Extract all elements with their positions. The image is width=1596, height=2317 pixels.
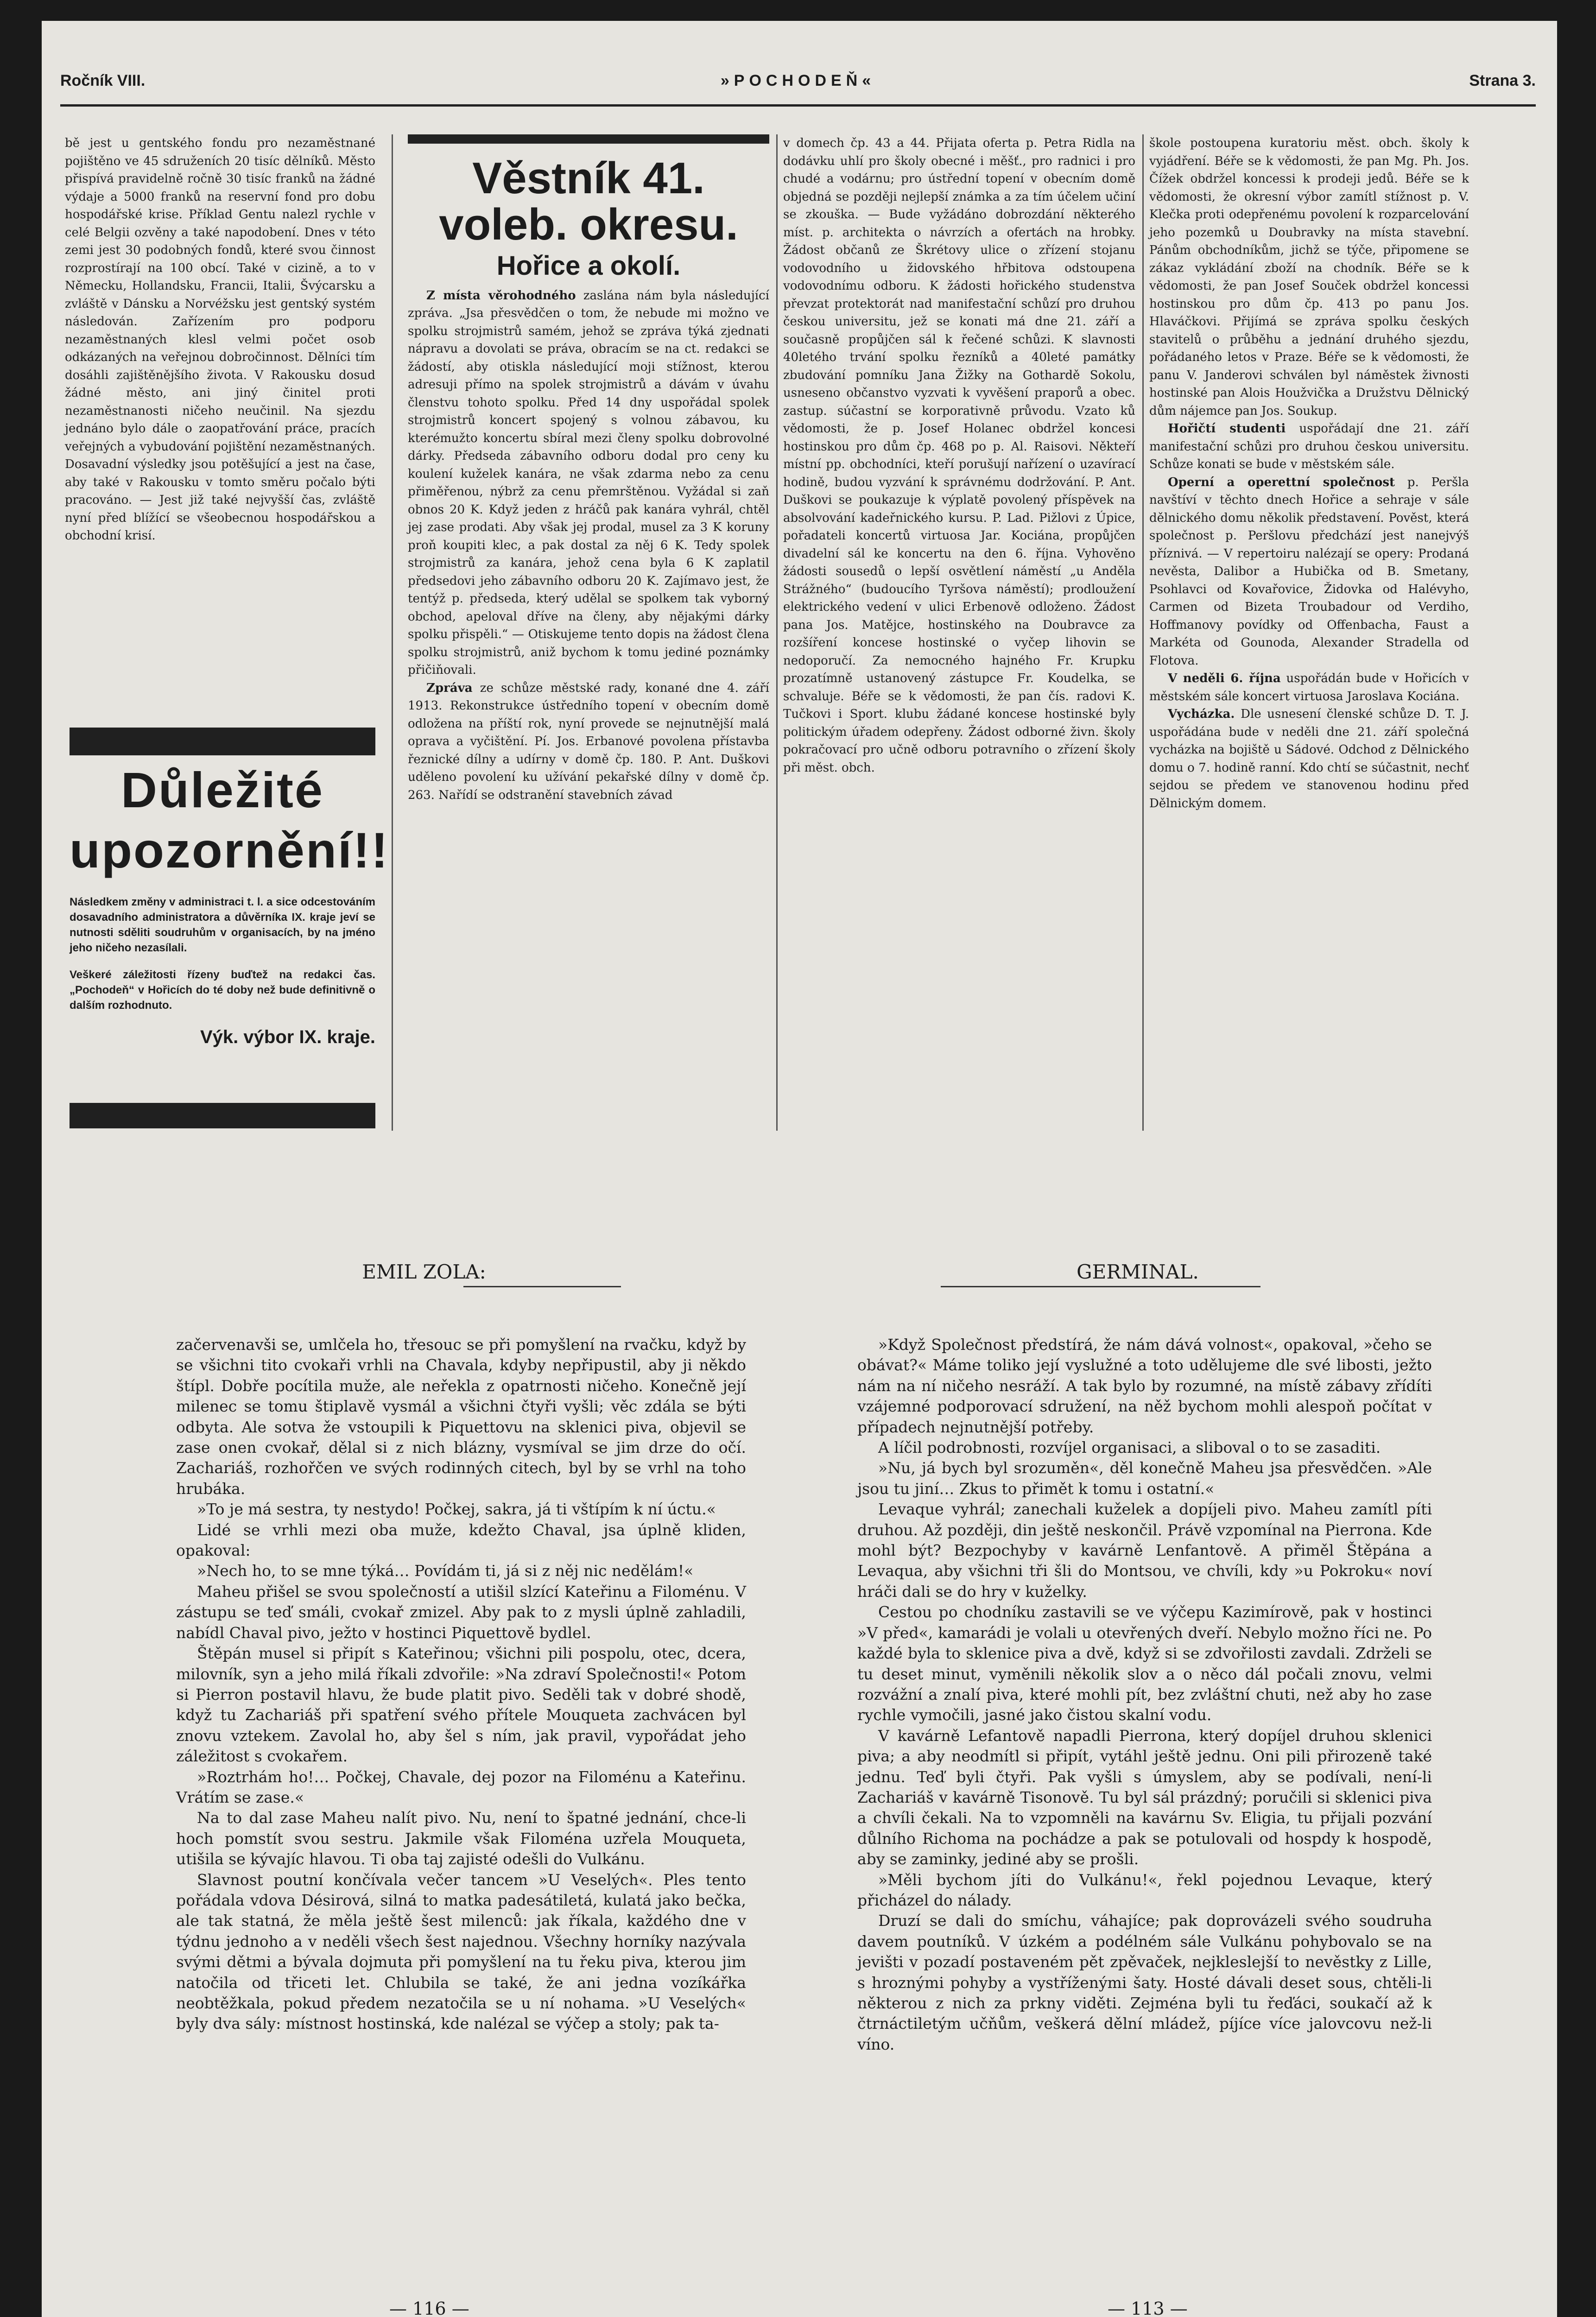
novel-paragraph: Lidé se vrhli mezi oba muže, kdežto Chaval, jsa úplně kliden, opakoval: <box>176 1520 746 1560</box>
lead-text: V neděli 6. října <box>1168 671 1281 685</box>
column-divider <box>776 134 778 1131</box>
notice-banner-bottom <box>70 1103 375 1128</box>
article-paragraph: V neděli 6. října uspořádán bude v Hořicích v městském sále koncert virtuosa Jaroslava Kociána. <box>1149 671 1469 703</box>
section-title: Věstník 41. voleb. okresu. <box>439 153 738 249</box>
novel-paragraph: Cestou po chodníku zastavili se ve výčepu Kazimírově, pak v hostinci »V před«, kamarádi je volali u otevřených dveří. Nebylo možno říci ne. Po každé byla to sklenice piva a dvě, když si se zdvořilosti zavdali. Zdrželi se tu deset minut, vyměnili několik slov a o něco dál počali znovu, velmi rozvážní a znalí piva, které mohli pít, bez zvláštní chuti, než aby ho zase rychle vymočili, jasné jako čistou skalní vodu. <box>857 1603 1432 1724</box>
section-subtitle: Hořice a okolí. <box>496 251 681 281</box>
novel-paragraph: Na to dal zase Maheu nalít pivo. Nu, není to špatné jednání, chce-li hoch pomstít svou sestru. Jakmile však Filoména uzřela Mouqueta, utišila se kývajíc hlavou. Ti oba taj zajisté odešli do Vulkánu. <box>176 1809 746 1868</box>
newspaper-title: »POCHODEŇ« <box>720 72 876 89</box>
notice-text-2: Veškeré záležitosti řízeny buďtež na redakci čas. „Pochodeň“ v Hořicích do té doby než bude definitivně o dalším rozhodnuto. <box>70 969 375 1012</box>
novel-paragraph: začervenavši se, umlčela ho, třesouc se při pomyšlení na rvačku, když by se všichni tito cvokaři vrhli na Chavala, kdyby nepřipustil, aby ji někdo štípl. Dobře pocítila muže, ale neřekla z opatrnosti ničeho. Konečně její milenec se tomu štiplavě vysmál a všichni čtyři vyšli; věc zdála se býti odbyta. Ale sotva že vstoupili k Piquettovu na sklenici piva, objevil se zase onen cvokař, dělal si z nich blázny, vysmíval se jim drze do očí. Zachariáš, rozhořčen ve svých rodinných citech, byl by se vrhl na toho hrubáka. <box>176 1336 746 1498</box>
section-bar <box>408 134 769 144</box>
volume-label: Ročník VIII. <box>60 72 146 89</box>
novel-paragraph: »Měli bychom jíti do Vulkánu!«, řekl pojednou Levaque, který přicházel do nálady. <box>857 1870 1432 1909</box>
article-paragraph: Vycházka. Dle usnesení členské schůze D. T. J. uspořádána bude v neděli dne 21. září společná vycházka na bojiště u Sádové. Odchod z Dělnického domu o 7. hodině ranní. Kdo chtí se súčastnit, nechť sejdou se předem ve stanovenou hodinu před Dělnickým domem. <box>1149 707 1469 810</box>
column-2 <box>408 134 769 804</box>
novel-paragraph: Štěpán musel si připít s Kateřinou; všichni pili pospolu, otec, dcera, milovník, syn a jeho milá říkali zdvořile: »Na zdraví Společnosti!« Potom si Pierron postavil hlavu, že bude platit pivo. Seděli tak v dobré shodě, když tu Zachariáš při spatření svého přítele Mouqueta zachvácen byl znovu vztekem. Zavolal ho, aby šel s ním, jak pravil, vypořádat jeho záležitost s cvokařem. <box>176 1644 746 1766</box>
notice-signature: Výk. výbor IX. kraje. <box>200 1027 375 1047</box>
notice-banner-top <box>70 728 375 755</box>
article-paragraph: v domech čp. 43 a 44. Přijata oferta p. Petra Ridla na dodávku uhlí pro školy obecné i měšť., pro radnici i pro chudé a vodárnu; pro ústřední topení v obecním domě objedná se později nejlepší známka a za tím účelem učiní se zkouška. — Bude vyžádáno dobrozdání některého míst. p. architekta o návrzích a ofertách na hrobky. Žádost občanů ze Škrétovy ulice o zřízení stojanu vodovodního u židovského hřbitova odstoupena vodovodnímu odboru. K žádosti hořického studenstva převzat protektorát nad manifestační schůzí pro druhou českou universitu, jež se konati má dne 21. září a současně propůjčen sál k řečené schůzi. K slavnosti 40letého trvání spolku řezníků a 40leté památky zbudování pomníku Jana Žižky na Gothardě Sokolu, usneseno občanstvo vyzvati k vyvěšení praporů a obec. zastup. súčastní se korporativně průvodu. Vzato ků vědomosti, že p. Josef Holanec obdržel koncesi hostinskou pro dům čp. 468 po p. Al. Raisovi. Někteří místní pp. obchodníci, kteří porušují nařízení o uzavírací hodině, budou vyzvání k správnému dodržování. P. Ant. Duškovi se poukazuje k výplatě povolený příspěvek na absolvování kadeřnického kursu. P. Lad. Pižlovi z Úpice, pořadateli koncertů virtuosa Jar. Kociána, propůjčen divadelní sál ke koncertu na den 6. října. Vyhověno žádosti sousedů o lepší osvětlení náměstí „u Anděla Strážného“ (budoucího Tyršova náměstí); prodloužení elektrického vedení v ulici Erbenově odloženo. Žádost pana Jos. Matějce, hostinského na Doubravce za rozšíření koncese hostinské o vyčep lihovin se nedoporučí. Za nemocného hajného Fr. Krupku prozatímně ustanovený zástupce Fr. Koudelka, se schvaluje. Béře se k vědomosti, že pan čís. radovi K. Tučkovi i Sport. klubu žádané koncese hostinské byly politickým úřadem odepřeny. Žádost odborné živn. školy pokračovací pro učně odboru potravního o zřízení školy při měst. obch. <box>783 136 1135 775</box>
lead-text: Vycházka. <box>1168 707 1235 721</box>
article-paragraph: Operní a operettní společnost p. Peršla navštíví v těchto dnech Hořice a sehraje v sále dělnického domu několik představení. Pověst, která společnost p. Peršlovu předchází jest nanejvýš příznivá. — V repertoiru nalézají se opery: Prodaná nevěsta, Dalibor a Hubička od B. Smetany, Psohlavci od Kovařovice, Židovka od Halévyho, Carmen od Bizeta Troubadour od Verdiho, Hoffmanovy povídky od Offenbacha, Faust a Markéta od Gounoda, Alexander Stradella od Flotova. <box>1149 475 1469 668</box>
novel-left-page <box>176 1335 746 2034</box>
novel-paragraph: Druzí se dali do smíchu, váhajíce; pak doprovázeli svého soudruha davem poutníků. V úzkém a podélném sále Vulkánu pohybovalo se na jevišti v pozadí postaveném pět zpěvaček, nejkleslejší to nevěstky z Lille, s hroznými pohyby a vystříženými šaty. Hosté dávali deset sous, chtěli-li některou z nich za prkny viděti. Zejména byli tu řeďáci, soukačí až k čtrnáctiletým učňům, veškerá dělní mládež, píjíce více jalovcovu než-li víno. <box>857 1912 1432 2053</box>
novel-paragraph: Levaque vyhrál; zanechali kuželek a dopíjeli pivo. Maheu zamítl píti druhou. Až později, din ještě neskončil. Právě vzpomínal na Pierrona. Kde mohl být? Bezpochyby v kavárně Lenfantově. A přiměl Štěpána a Levaqua, aby všichni tři šli do Montsou, ve chvíli, kdy »u Pokroku« noví hráči dali se do hry v kuželky. <box>857 1500 1432 1601</box>
notice-text: Následkem změny v administraci t. l. a sice odcestováním dosavadního administratora a důvěrníka IX. kraje jeví se nutnosti sděliti soudruhům v organisacích, by na jméno jeho ničeho nezasílali. <box>70 896 375 954</box>
novel-right-page <box>857 1335 1432 2055</box>
article-paragraph: Zpráva ze schůze městské rady, konané dne 4. září 1913. Rekonstrukce ústředního topení v obecním domě odložena na příští rok, nyní provede se nejnutnější malá oprava a vyčištění. Pí. Jos. Erbanové povolena přístavba řeznické dílny a udírny v domě čp. 180. P. Ant. Duškovi uděleno povolení ku užívání pekařské dílny v domě čp. 263. Nařídí se odstranění stavebních závad <box>408 681 769 802</box>
article-paragraph: Z místa věrohodného zaslána nám byla následující zpráva. „Jsa přesvědčen o tom, že nebude mi možno ve spolku strojmistrů samém, jehož se zpráva týká zjednati nápravu a dovolati se práva, obracím se na ct. redakci se žádostí, aby otiskla následující moji stížnost, kterou adresuji přímo na spolek strojmistrů a dávám v úvahu členstvu tohoto spolku. Před 14 dny uspořádal spolek strojmistrů koncert spojený s volnou zábavou, ku kterémužto koncertu sbíral mezi členy spolku dobrovolné dárky. Předseda zábavního odboru dodal pro ceny ku koulení kuželek kanára, ne však zdarma nebo za cenu přiměřenou, nýbrž za cenu přemrštěnou. Vyžádal si zaň obnos 20 K. Když jeden z hráčů pak kanára vyhrál, chtěl jej zase prodati. Aby však jej prodal, musel za 3 K koruny proň koupiti klec, a pak dostal za něj 6 K. Tedy spolek strojmistrů za kanára, jehož cena byla 6 K zaplatil předsedovi jeho zábavního odboru 20 K. Zajímavo jest, že tentýž p. předseda, který udělal se spolkem tak vyborný obchod, apeloval dříve na členy, aby nějakými dárky spolku přispěli.“ — Otiskujeme tento dopis na žádost člena spolku strojmistrů, aniž bychom k tomu jediné poznámky přičiňovali. <box>408 288 769 677</box>
novel-paragraph: Slavnost poutní končívala večer tancem »U Veselých«. Ples tento pořádala vdova Désirová, silná to matka padesátiletá, kulatá jako bečka, ale tak statná, že měla ještě šest milenců: jak říkala, každého dne v týdnu jednoho a v neděli všech šest najednou. Všechny horníky nazývala svými dětmi a bývala dojmuta při pomyšlení na tu řeku piva, kterou jim natočila od třiceti let. Chlubila se také, že ani jedna vozíkářka neobtěžkala, pokud předem nezatočila se u ní nohama. »U Veselých« byly dva sály: místnost hostinská, kde nalézal se výčep a stoly; pak ta- <box>176 1870 746 2033</box>
title-underline <box>941 1286 1260 1287</box>
article-paragraph: škole postoupena kuratoriu měst. obch. školy k vyjádření. Béře se k vědomosti, že pan Mg. Ph. Jos. Čížek obdržel koncessi k prodeji jedů. Béře se k vědomosti, že okresní výbor zamítl stížnost p. V. Klečka proti odepřenému povolení k rozparcelování jeho pozemků u Doubravky na místa stavební. Pánům obchodníkům, jichž se týče, připomene se zákaz vykládání zboží na chodník. Béře se k vědomosti, že pan Josef Souček obdržel koncessi hostinskou pro dům čp. 413 po panu Jos. Hlaváčkovi. Přijímá se zpráva spolku českých stavitelů o průběhu a jednání druhého sjezdu, pořádaného letos v Praze. Béře se k vědomosti, že panu V. Janderovi schválen byl náměstek živnosti hostinské pan Alois Houžvička a Družstvu Dělnický dům nájemce pan Jos. Soukup. <box>1149 136 1469 418</box>
novel-paragraph: »Roztrhám ho!… Počkej, Chavale, dej pozor na Filoménu a Kateřinu. Vrátím se zase.« <box>176 1767 746 1806</box>
lead-text: Zpráva <box>426 681 473 695</box>
novel-paragraph: »Nech ho, to se mne týká… Povídám ti, já si z něj nic nedělám!« <box>197 1562 694 1580</box>
novel-paragraph: V kavárně Lefantově napadli Pierrona, který dopíjel druhou sklenici piva; a aby neodmítl si připít, vytáhl ještě jednu. Oni pili přirozeně také jednu. Teď byli čtyři. Pak vyšli s úmyslem, aby se podívali, není-li Zachariáš v kavárně Tisonově. Tu byl sál prázdný; poručili si sklenici piva a chvíli čekali. Na to vzpomněli na kavárnu Sv. Eligia, tu přijali pozvání důlního Richoma na pochádze a pak se potulovali od hospdy k hospodě, aby se zaminky, jediné aby se prošli. <box>857 1726 1432 1868</box>
page-label: Strana 3. <box>1469 72 1536 89</box>
lead-text: Z místa věrohodného <box>426 288 576 303</box>
novel-paragraph: »To je má sestra, ty nestydo! Počkej, sakra, já ti vštípím k ní úctu.« <box>197 1500 716 1519</box>
notice-box <box>70 760 389 1048</box>
header-rule <box>60 104 1536 107</box>
column-4 <box>1149 134 1469 812</box>
novel-author: EMIL ZOLA: <box>362 1260 486 1283</box>
column-divider <box>1142 134 1144 1131</box>
column-3 <box>783 134 1135 777</box>
novel-paragraph: »Nu, já bych byl srozuměn«, děl konečně Maheu jsa přesvědčen. »Ale jsou tu jiní… Zkus to přimět k tomu i ostatní.« <box>857 1459 1432 1498</box>
novel-paragraph: A líčil podrobnosti, rozvíjel organisaci, a sliboval o to se zasaditi. <box>878 1438 1381 1457</box>
column-1 <box>65 134 375 545</box>
novel-page-number-right: — 113 — <box>1108 2298 1188 2317</box>
lead-text: Hořičtí studenti <box>1168 422 1286 436</box>
running-header <box>60 63 1536 100</box>
novel-paragraph: Maheu přišel se svou společností a utišil slzící Kateřinu a Filoménu. V zástupu se teď smáli, cvokař zmizel. Aby pak to z mysli úplně zahladili, nabídl Chaval pivo, ježto v hostinci Piquettově bydlel. <box>176 1582 746 1642</box>
novel-paragraph: »Když Společnost předstírá, že nám dává volnost«, opakoval, »čeho se obávat?« Máme toliko její vyslužné a toto udělujeme dle své libosti, ježto nám na ní ničeho nesráží. A tak bylo by rozumné, na místě zábavy zřídíti vzájemné podporovací sdružení, na něž bychom mohli alespoň počítat v případech nejnutnější potřeby. <box>857 1336 1432 1436</box>
notice-title: Důležité upozornění!! <box>70 762 389 878</box>
novel-title: GERMINAL. <box>1077 1260 1199 1283</box>
article-paragraph: bě jest u gentského fondu pro nezaměstnané pojištěno ve 45 sdruženích 20 tisíc dělníků. Město přispívá pravidelně ročně 30 tisíc franků na žádné výdaje a 5000 franků na reservní fond pro dobu hospodářské krise. Příklad Gentu nalezl rychle v celé Belgii ozvěny a také napodobení. Dnes v této zemi jest 30 podobných fondů, které svou činnost rozprostírají na 100 obcí. Také v cizině, a to v Německu, Hollandsku, Francii, Italii, Švýcarsku a zvláště v Dánsku a Norvéžsku jest gentský systém následován. Zařízením pro podporu nezaměstnaných klesl velmi počet osob odkázaných na veřejnou dobročinnost. Dělníci tím dosáhli zajištěnějšího života. V Rakousku dosud žádné město, ani jiný činitel proti nezaměstnanosti ničeho neučinil. Na sjezdu jednáno bylo dále o zaopatřování práce, pracích veřejných a vybudování pojištění nezaměstnaných. Dosavadní výsledky jsou potěšující a jest na čase, aby také v Rakousku v tomto směru počalo býti pracováno. — Jest již také nejvyšší čas, zvláště nyní před blížící se všeobecnou hospodářskou a obchodní krisí. <box>65 136 375 543</box>
article-paragraph: Hořičtí studenti uspořádají dne 21. září manifestační schůzi pro druhou českou universitu. Schůze konati se bude v městském sále. <box>1149 422 1469 471</box>
column-divider <box>392 134 393 1131</box>
lead-text: Operní a operettní společnost <box>1168 475 1395 489</box>
novel-page-number-left: — 116 — <box>389 2298 469 2317</box>
author-underline <box>463 1286 621 1287</box>
